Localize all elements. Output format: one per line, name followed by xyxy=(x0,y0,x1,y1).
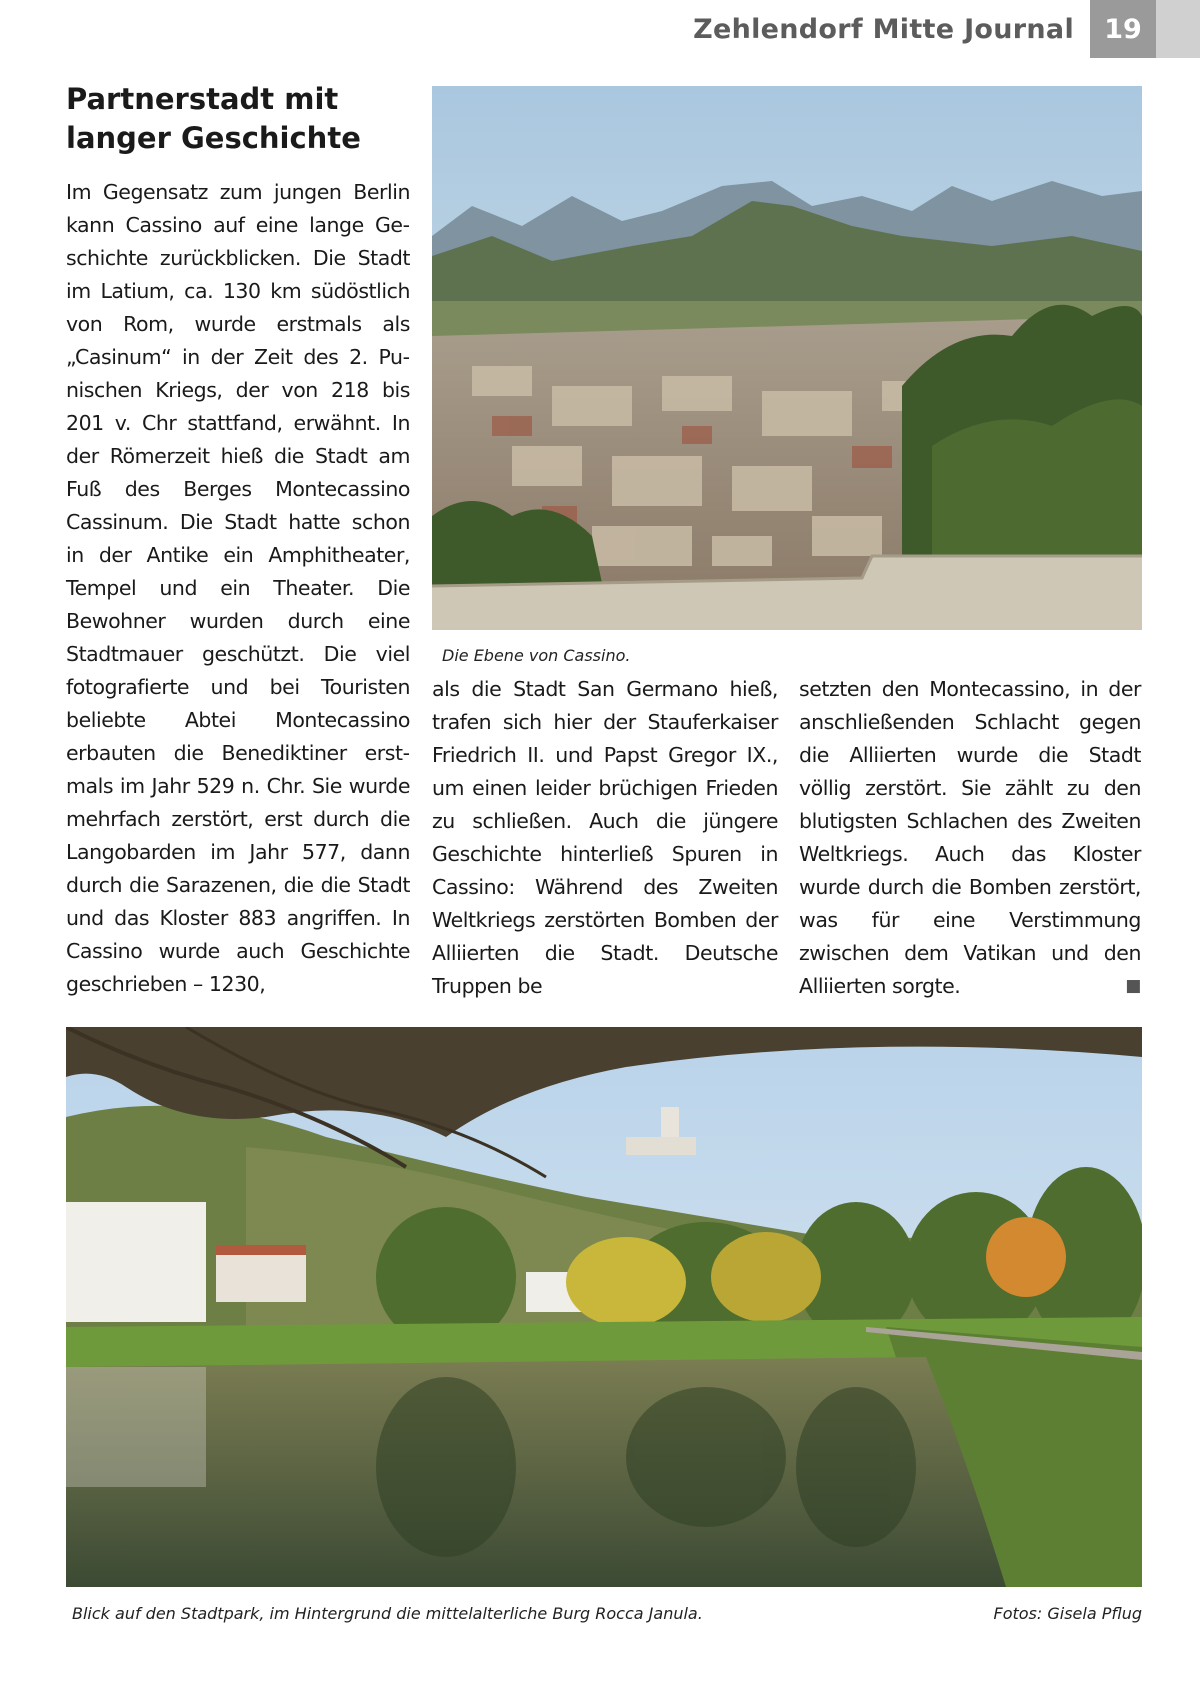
article-column-3-text: setzten den Montecassino, in der anschließenden Schlacht gegen die Alliierten wurde die Stadt völlig zerstört. Sie zählt zu den blutigsten Schlachen des Zweiten Weltkriegs. Auch das Kloster wurde durch die Bomben zerstört, was für eine Verstimmung zwischen dem Vatikan und den Alliierten sorgte. xyxy=(799,677,1141,998)
article-heading: Partnerstadt mit langer Geschichte xyxy=(66,82,361,155)
article-column-3 xyxy=(799,673,1141,1003)
photo-city-park-illustration xyxy=(66,1027,1142,1587)
article-column-1: Im Gegensatz zum jungen Berlin kann Cassino auf eine lange Geschichte zurückblicken. Die Stadt im Latium, ca. 130 km südöstlich von Rom, wurde erstmals als „Casinum“ in der Zeit des 2. Punischen Kriegs, der von 218 bis 201 v. Chr stattfand, erwähnt. In der Römerzeit hieß die Stadt am Fuß des Berges Montecassino Cassinum. Die Stadt hatte schon in der Antike ein Amphitheater, Tempel und ein Theater. Die Bewohner wurden durch eine Stadtmauer geschützt. Die viel fotografierte und bei Touristen beliebte Abtei Montecassino erbauten die Benediktiner erstmals im Jahr 529 n. Chr. Sie wurde mehrfach zerstört, erst durch die Langobarden im Jahr 577, dann durch die Sarazenen, die die Stadt und das Kloster 883 angriffen. In Cassino wurde auch Geschichte geschrieben – 1230, xyxy=(66,180,410,996)
journal-title: Zehlendorf Mitte Journal xyxy=(693,14,1074,45)
photo-credit: Fotos: Gisela Pflug xyxy=(993,1604,1142,1623)
end-mark-icon: ■ xyxy=(1125,976,1141,996)
article-column-2: als die Stadt San Germano hieß, trafen sich hier der Stauferkaiser Friedrich II. und Papst Gregor IX., um einen leider brüchigen Frieden zu schließen. Auch die jüngere Geschichte hinterließ Spuren in Cassino: Während des Zweiten Weltkriegs zerstörten Bomben der Alliierten die Stadt. Deutsche Truppen be xyxy=(432,677,778,998)
caption-cassino-plain: Die Ebene von Cassino. xyxy=(442,646,631,665)
page-number: 19 xyxy=(1090,0,1156,58)
photo-city-park xyxy=(66,1027,1142,1587)
photo-cassino-plain xyxy=(432,86,1142,630)
photo-cassino-plain-illustration xyxy=(432,86,1142,630)
caption-city-park: Blick auf den Stadtpark, im Hintergrund die mittelalterliche Burg Rocca Janula. xyxy=(72,1604,703,1623)
page-edge-bar xyxy=(1156,0,1200,58)
